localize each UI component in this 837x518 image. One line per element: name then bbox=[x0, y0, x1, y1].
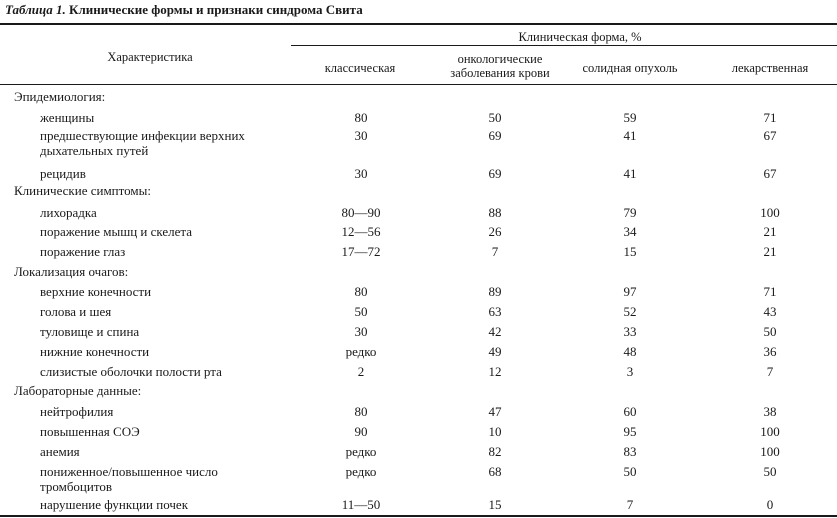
cell-value: 41 bbox=[623, 128, 637, 143]
cell-value: 34 bbox=[623, 224, 637, 239]
row-label: лихорадка bbox=[40, 205, 97, 220]
cell-value: 97 bbox=[623, 284, 637, 299]
cell-value: 100 bbox=[760, 205, 780, 220]
cell-value: 79 bbox=[623, 205, 637, 220]
cell-value: 26 bbox=[488, 224, 502, 239]
cell-value: 2 bbox=[357, 364, 365, 379]
cell-value: 47 bbox=[488, 404, 502, 419]
row-label: голова и шея bbox=[40, 304, 112, 319]
cell-value: редко bbox=[345, 444, 377, 459]
row-label: поражение глаз bbox=[40, 244, 126, 259]
cell-value: 30 bbox=[354, 166, 368, 181]
cell-value: 38 bbox=[763, 404, 777, 419]
row-label: нарушение функции почек bbox=[40, 497, 189, 512]
table-row bbox=[0, 324, 837, 344]
cell-value: 0 bbox=[766, 497, 774, 512]
table-row bbox=[0, 464, 837, 494]
row-label: нижние конечности bbox=[40, 344, 150, 359]
cell-value: 15 bbox=[623, 244, 637, 259]
cell-value: 43 bbox=[763, 304, 777, 319]
cell-value: 30 bbox=[354, 128, 368, 143]
cell-value: 21 bbox=[763, 244, 777, 259]
cell-value: 12 bbox=[488, 364, 502, 379]
table-row bbox=[0, 364, 837, 384]
table-row bbox=[0, 244, 837, 264]
cell-value: 49 bbox=[488, 344, 502, 359]
table-row bbox=[0, 497, 837, 517]
cell-value: редко bbox=[345, 344, 377, 359]
cell-value: 48 bbox=[623, 344, 637, 359]
cell-value: 7 bbox=[626, 497, 634, 512]
cell-value: 10 bbox=[488, 424, 502, 439]
table-row bbox=[0, 404, 837, 424]
row-label: женщины bbox=[40, 110, 95, 125]
caption-prefix: Таблица 1. bbox=[5, 2, 66, 17]
row-label: анемия bbox=[40, 444, 80, 459]
section-row bbox=[0, 183, 837, 203]
table-caption bbox=[5, 2, 363, 18]
cell-value: 50 bbox=[623, 464, 637, 479]
table-row bbox=[0, 224, 837, 244]
table-row bbox=[0, 424, 837, 444]
cell-value: 90 bbox=[354, 424, 368, 439]
cell-value: 80—90 bbox=[341, 205, 381, 220]
table-row bbox=[0, 304, 837, 324]
cell-value: 80 bbox=[354, 284, 368, 299]
cell-value: 89 bbox=[488, 284, 502, 299]
cell-value: 36 bbox=[763, 344, 777, 359]
cell-value: редко bbox=[345, 464, 377, 479]
cell-value: 69 bbox=[488, 128, 502, 143]
cell-value: 33 bbox=[623, 324, 637, 339]
cell-value: 95 bbox=[623, 424, 637, 439]
cell-value: 82 bbox=[488, 444, 502, 459]
characteristic-header: Характеристика bbox=[107, 50, 193, 64]
table-row bbox=[0, 344, 837, 364]
cell-value: 15 bbox=[488, 497, 502, 512]
row-label: нейтрофилия bbox=[40, 404, 114, 419]
cell-value: 100 bbox=[760, 424, 780, 439]
cell-value: 67 bbox=[763, 166, 777, 181]
cell-value: 50 bbox=[354, 304, 368, 319]
cell-value: 88 bbox=[488, 205, 502, 220]
cell-value: 67 bbox=[763, 128, 777, 143]
section-title: Локализация очагов: bbox=[14, 264, 129, 279]
row-label: верхние конечности bbox=[40, 284, 152, 299]
cell-value: 17—72 bbox=[341, 244, 381, 259]
cell-value: 41 bbox=[623, 166, 637, 181]
column-header: солидная опухоль bbox=[582, 61, 678, 75]
row-label: поражение мышц и скелета bbox=[40, 224, 193, 239]
section-title: Клинические симптомы: bbox=[14, 183, 151, 198]
top-rule bbox=[0, 23, 837, 25]
header-divider bbox=[291, 45, 837, 46]
cell-value: 71 bbox=[763, 284, 777, 299]
row-label: предшествующие инфекции верхних дыхательных путей bbox=[40, 128, 245, 158]
table-row bbox=[0, 284, 837, 304]
bottom-rule bbox=[0, 515, 837, 517]
cell-value: 71 bbox=[763, 110, 777, 125]
cell-value: 50 bbox=[763, 464, 777, 479]
header-bottom-rule bbox=[0, 84, 837, 85]
section-title: Эпидемиология: bbox=[14, 89, 106, 104]
section-row bbox=[0, 89, 837, 109]
table-row bbox=[0, 128, 837, 158]
section-title: Лабораторные данные: bbox=[14, 383, 142, 398]
section-row bbox=[0, 264, 837, 284]
caption-title: Клинические формы и признаки синдрома Свита bbox=[69, 2, 363, 17]
cell-value: 69 bbox=[488, 166, 502, 181]
cell-value: 21 bbox=[763, 224, 777, 239]
cell-value: 7 bbox=[491, 244, 499, 259]
group-header: Клиническая форма, % bbox=[518, 30, 642, 44]
table-row bbox=[0, 110, 837, 130]
cell-value: 52 bbox=[623, 304, 637, 319]
cell-value: 50 bbox=[488, 110, 502, 125]
table-row bbox=[0, 205, 837, 225]
cell-value: 42 bbox=[488, 324, 502, 339]
section-row bbox=[0, 383, 837, 403]
cell-value: 63 bbox=[488, 304, 502, 319]
row-label: рецидив bbox=[40, 166, 86, 181]
cell-value: 3 bbox=[626, 364, 634, 379]
cell-value: 68 bbox=[488, 464, 502, 479]
table-row bbox=[0, 444, 837, 464]
row-label: туловище и спина bbox=[40, 324, 140, 339]
row-label: повышенная СОЭ bbox=[40, 424, 140, 439]
cell-value: 100 bbox=[760, 444, 780, 459]
cell-value: 7 bbox=[766, 364, 774, 379]
cell-value: 59 bbox=[623, 110, 637, 125]
row-label: пониженное/повышенное число тромбоцитов bbox=[40, 464, 218, 494]
cell-value: 11—50 bbox=[341, 497, 381, 512]
cell-value: 80 bbox=[354, 404, 368, 419]
column-header: онкологические заболевания крови bbox=[450, 52, 550, 80]
cell-value: 80 bbox=[354, 110, 368, 125]
column-header: классическая bbox=[324, 61, 396, 75]
row-label: слизистые оболочки полости рта bbox=[40, 364, 222, 379]
column-header: лекарственная bbox=[731, 61, 809, 75]
cell-value: 30 bbox=[354, 324, 368, 339]
cell-value: 60 bbox=[623, 404, 637, 419]
cell-value: 50 bbox=[763, 324, 777, 339]
cell-value: 12—56 bbox=[341, 224, 381, 239]
cell-value: 83 bbox=[623, 444, 637, 459]
